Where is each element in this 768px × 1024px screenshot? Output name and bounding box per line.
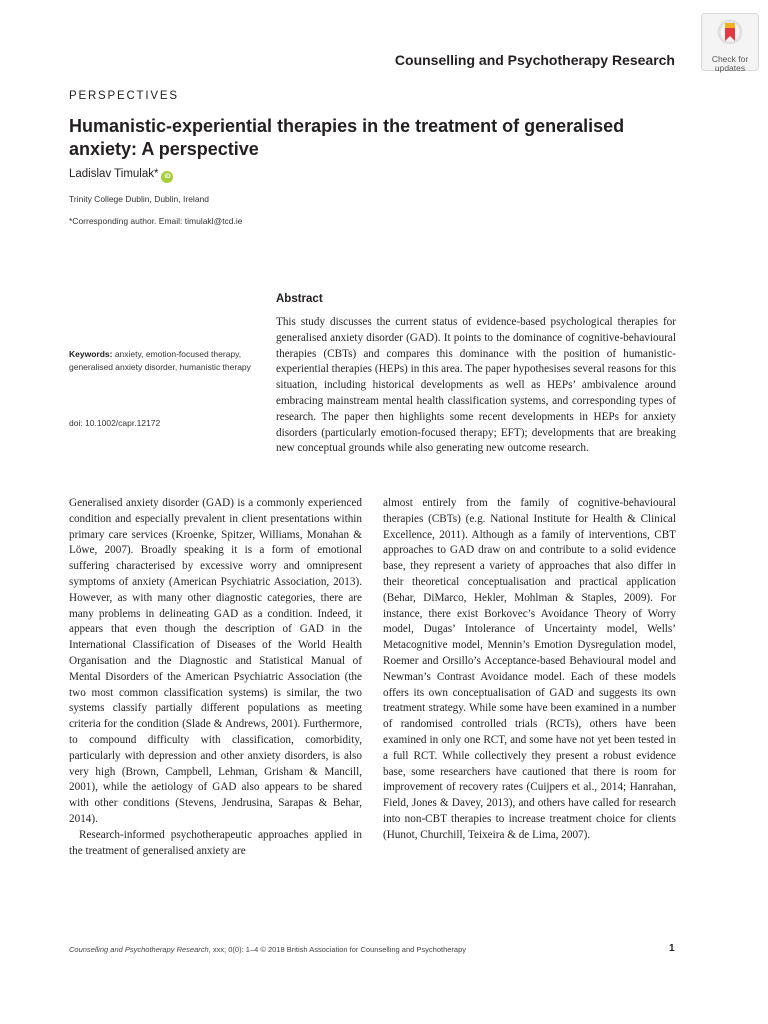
- footer-journal: Counselling and Psychotherapy Research: [69, 945, 209, 954]
- body-paragraph: Research-informed psychotherapeutic approaches applied in the treatment of generalised anxiety are: [69, 828, 362, 857]
- bookmark-ribbon-icon: [717, 19, 743, 49]
- author-line: [69, 168, 173, 183]
- orcid-icon[interactable]: iD: [161, 171, 173, 183]
- page-footer: [69, 945, 466, 954]
- body-column-right: [383, 496, 676, 844]
- footer-citation: , xxx; 0(0): 1–4 © 2018 British Association for Counselling and Psychotherapy: [208, 945, 467, 954]
- body-paragraph: almost entirely from the family of cognitive-behavioural therapies (CBTs) (e.g. National Institute for Health & Clinical Excellence, 2011). Although as a family of interventions, CBT approaches to GAD draw on and contribute to a solid evidence base, they represent a variety of approaches that also differ in their theoretical conceptualisation and practical application (Behar, DiMarco, Hekler, Mohlman & Staples, 2009). For instance, there exist Borkovec’s Avoidance Theory of Worry model, Dugas’ Intolerance of Uncertainty model, Wells’ Metacognitive model, Mennin’s Emotion Dysregulation model, Roemer and Orsillo’s Acceptance-based Behavioural model and Newman’s Contrast Avoidance model. Each of these models offers its own conceptualisation of GAD and suggests its own treatment strategy. While some have been examined in a number of randomised controlled trials (RCTs), others have been examined in only one RCT, and some have not yet been tested in a full RCT. While collectively they present a robust evidence base, some researchers have cautioned that there is room for improvement of recovery rates (Cuijpers et al., 2014; Hanrahan, Field, Jones & Davey, 2013), and others have called for research into non-CBT therapies to increase treatment choice for clients (Hunot, Churchill, Teixeira & de Lima, 2007).: [383, 497, 676, 841]
- corresponding-author: *Corresponding author. Email: timulakl@tcd.ie: [69, 216, 243, 226]
- section-label: PERSPECTIVES: [69, 90, 179, 102]
- author-name: Ladislav Timulak*: [69, 168, 159, 180]
- journal-name: Counselling and Psychotherapy Research: [394, 52, 675, 68]
- page-number: 1: [669, 943, 675, 954]
- keywords-label: Keywords:: [69, 349, 113, 359]
- badge-text: [702, 55, 758, 73]
- keywords-list: anxiety, emotion-focused therapy, generalised anxiety disorder, humanistic therapy: [69, 349, 251, 372]
- badge-line-2: updates: [714, 63, 746, 73]
- doi[interactable]: doi: 10.1002/capr.12172: [69, 418, 161, 428]
- abstract-text: This study discusses the current status of evidence-based psychological therapies for generalised anxiety disorder (GAD). It points to the dominance of cognitive-behavioural therapies (CBTs) and compares this dominance with the position of humanistic-experiential therapies (HEPs) in this area. The paper hypothesises several reasons for this situation, including historical developments as well as HEPs’ ambivalence around embracing mainstream mental health classification systems, and corresponding types of research. The paper then highlights some recent developments in HEPs for anxiety disorders (particularly emotion-focused therapy; EFT); developments that are breaking new conceptual grounds while also generating new outcome research.: [276, 316, 676, 455]
- abstract-heading: Abstract: [276, 293, 323, 305]
- body-column-left: [69, 496, 362, 859]
- keywords: [69, 348, 254, 373]
- badge-line-1: Check for: [711, 54, 749, 64]
- affiliation: Trinity College Dublin, Dublin, Ireland: [69, 194, 210, 204]
- check-for-updates-badge[interactable]: [701, 13, 759, 71]
- article-title: Humanistic-experiential therapies in the treatment of generalised anxiety: A perspective: [69, 116, 625, 159]
- body-paragraph: Generalised anxiety disorder (GAD) is a commonly experienced condition and especially prevalent in client presentations within primary care services (Kroenke, Spitzer, Williams, Monahan & Löwe, 2007). Broadly speaking it is a form of emotional suffering characterised by excessive worry and omnipresent symptoms of anxiety (American Psychiatric Association, 2013). However, as with many other diagnostic categories, there are many problems in delineating GAD as a condition. Indeed, it appears that even though the description of GAD in the International Classification of Diseases of the World Health Organisation and the Diagnostic and Statistical Manual of Mental Disorders of the American Psychiatric Association (the two most common classification systems) is similar, the two systems classify partially different populations as meeting criteria for the condition (Slade & Andrews, 2001). Furthermore, to compound difficulty with classification, comorbidity, particularly with depression and other anxiety disorders, is also very high (Brown, Campbell, Lehman, Grisham & Mancill, 2001), while the aetiology of GAD also appears to be shared with other conditions (Stevens, Jendrusina, Sarapas & Behar, 2014).: [69, 497, 362, 825]
